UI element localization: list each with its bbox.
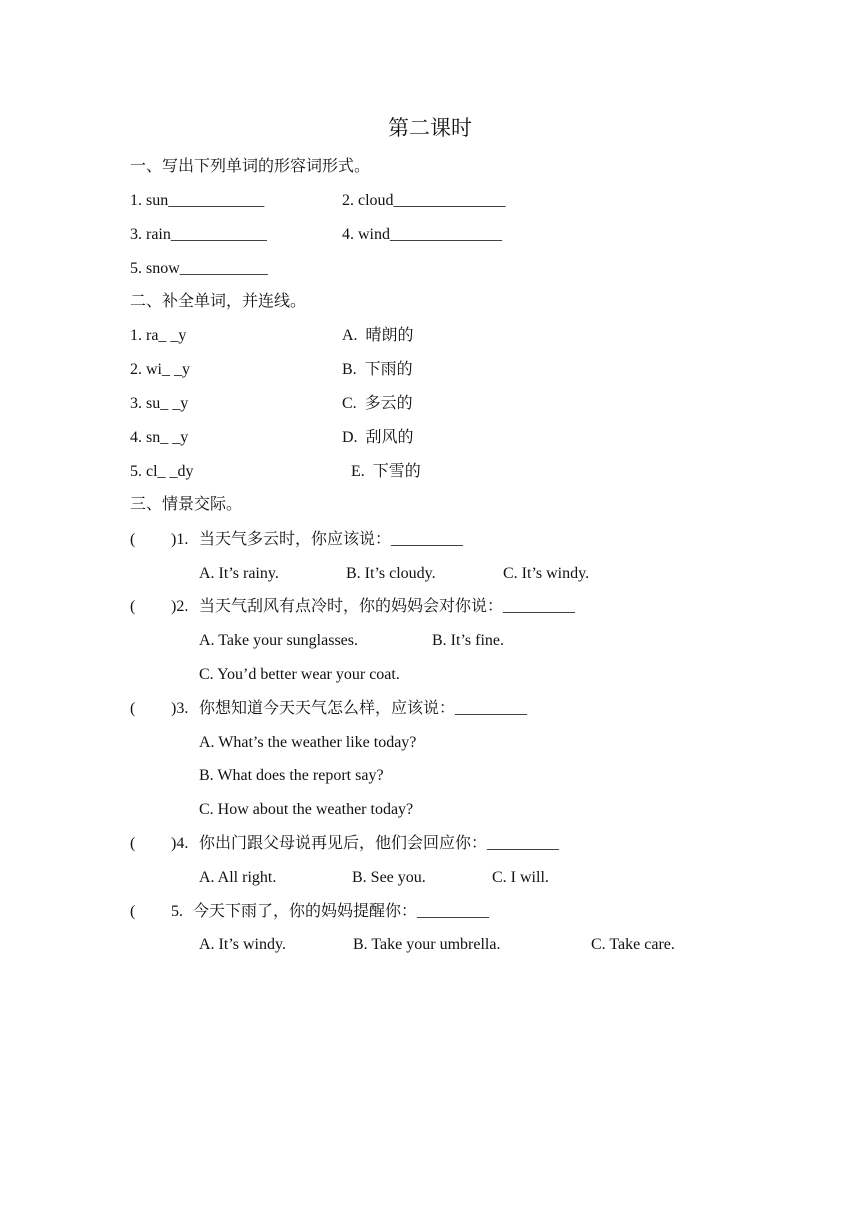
page-title: 第二课时 xyxy=(388,116,472,140)
section1-item-2: 2. cloud______________ xyxy=(342,192,506,209)
section2-word-3: 3. su_ _y xyxy=(130,395,189,412)
question-5-option-a: A. It’s windy. xyxy=(199,936,286,953)
question-4-option-b: B. See you. xyxy=(352,869,426,886)
question-2-option-b: B. It’s fine. xyxy=(432,632,504,649)
question-3-option-a: A. What’s the weather like today? xyxy=(199,734,417,751)
section2-word-5: 5. cl_ _dy xyxy=(130,463,194,480)
question-3-option-b: B. What does the report say? xyxy=(199,767,384,784)
section1-item-5: 5. snow___________ xyxy=(130,260,268,277)
question-1-number: )1. xyxy=(171,531,189,548)
section2-word-4: 4. sn_ _y xyxy=(130,429,189,446)
question-3-option-c: C. How about the weather today? xyxy=(199,801,414,818)
section2-meaning-e: E. 下雪的 xyxy=(351,463,421,480)
question-3-text: 你想知道今天天气怎么样，应该说：_________ xyxy=(199,700,528,717)
question-2-number: )2. xyxy=(171,598,189,615)
question-4-option-a: A. All right. xyxy=(199,869,277,886)
question-1-option-b: B. It’s cloudy. xyxy=(346,565,436,582)
question-3-number: )3. xyxy=(171,700,189,717)
answer-paren-1: ( xyxy=(130,531,136,548)
section2-meaning-d: D. 刮风的 xyxy=(342,429,414,446)
question-1-option-c: C. It’s windy. xyxy=(503,565,590,582)
section2-heading: 二、补全单词，并连线。 xyxy=(130,293,307,310)
section2-word-1: 1. ra_ _y xyxy=(130,327,187,344)
question-2-option-a: A. Take your sunglasses. xyxy=(199,632,359,649)
question-1-text: 当天气多云时，你应该说：_________ xyxy=(199,531,464,548)
section1-heading: 一、写出下列单词的形容词形式。 xyxy=(130,158,371,175)
question-4-number: )4. xyxy=(171,835,189,852)
question-1-option-a: A. It’s rainy. xyxy=(199,565,279,582)
question-5-option-b: B. Take your umbrella. xyxy=(353,936,501,953)
section1-item-4: 4. wind______________ xyxy=(342,226,502,243)
question-5-number: 5. xyxy=(171,903,183,920)
answer-paren-5: ( xyxy=(130,903,136,920)
question-2-text: 当天气刮风有点冷时，你的妈妈会对你说：_________ xyxy=(199,598,576,615)
answer-paren-4: ( xyxy=(130,835,136,852)
answer-paren-3: ( xyxy=(130,700,136,717)
section2-meaning-a: A. 晴朗的 xyxy=(342,327,414,344)
section2-word-2: 2. wi_ _y xyxy=(130,361,190,378)
question-5-text: 今天下雨了，你的妈妈提醒你：_________ xyxy=(193,903,490,920)
question-4-text: 你出门跟父母说再见后，他们会回应你：_________ xyxy=(199,835,560,852)
question-4-option-c: C. I will. xyxy=(492,869,549,886)
section2-meaning-b: B. 下雨的 xyxy=(342,361,413,378)
section1-item-3: 3. rain____________ xyxy=(130,226,267,243)
question-5-option-c: C. Take care. xyxy=(591,936,675,953)
answer-paren-2: ( xyxy=(130,598,136,615)
section1-item-1: 1. sun____________ xyxy=(130,192,265,209)
section2-meaning-c: C. 多云的 xyxy=(342,395,413,412)
section3-heading: 三、情景交际。 xyxy=(130,496,243,513)
question-2-option-c: C. You’d better wear your coat. xyxy=(199,666,400,683)
